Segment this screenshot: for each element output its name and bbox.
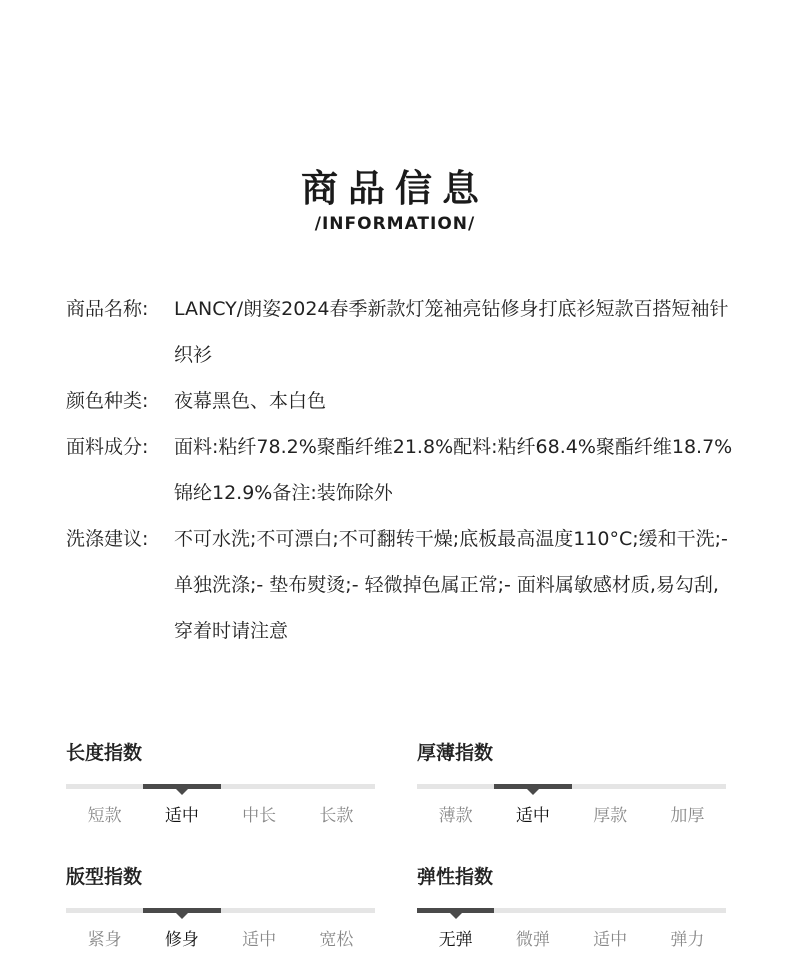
index-options — [417, 804, 726, 828]
index-track — [417, 784, 726, 789]
index-title: 弹性指数 — [417, 866, 494, 888]
index-option: 适中 — [593, 930, 628, 950]
index-options — [417, 928, 726, 952]
info-label: 洗涤建议: — [66, 528, 149, 550]
index-marker-icon — [176, 789, 188, 795]
index-title: 长度指数 — [66, 742, 143, 764]
index-option: 紧身 — [87, 930, 122, 950]
index-option: 适中 — [242, 930, 277, 950]
index-option: 无弹 — [438, 930, 473, 950]
index-option: 中长 — [242, 806, 277, 826]
thickness-index — [417, 738, 726, 828]
info-row-fabric — [66, 424, 736, 516]
page-title: 商品信息 — [301, 167, 489, 210]
info-value: 夜幕黑色、本白色 — [174, 390, 327, 412]
index-track — [66, 908, 375, 913]
info-label: 商品名称: — [66, 298, 149, 320]
index-options — [66, 928, 375, 952]
index-marker-icon — [450, 913, 462, 919]
index-marker-icon — [527, 789, 539, 795]
index-marker-icon — [176, 913, 188, 919]
index-track — [417, 908, 726, 913]
index-options — [66, 804, 375, 828]
index-option: 薄款 — [438, 806, 473, 826]
product-info — [66, 286, 736, 654]
page-subtitle: /INFORMATION/ — [314, 214, 476, 234]
index-option: 修身 — [164, 930, 199, 950]
index-track — [66, 784, 375, 789]
index-option: 厚款 — [593, 806, 628, 826]
info-row-washing — [66, 516, 736, 654]
index-option: 加厚 — [670, 806, 705, 826]
index-title: 版型指数 — [66, 866, 143, 888]
index-option: 适中 — [164, 806, 199, 826]
index-title: 厚薄指数 — [417, 742, 494, 764]
index-option: 微弹 — [515, 930, 550, 950]
info-row-color — [66, 378, 736, 424]
index-option: 适中 — [515, 806, 550, 826]
index-option: 短款 — [87, 806, 122, 826]
length-index — [66, 738, 375, 828]
info-row-name — [66, 286, 736, 378]
info-value: 不可水洗;不可漂白;不可翻转干燥;底板最高温度110°C;缓和干洗;- 单独洗涤;- 垫布熨烫;- 轻微掉色属正常;- 面料属敏感材质,易勾刮,穿着时请注意 — [174, 528, 728, 642]
index-option: 宽松 — [319, 930, 354, 950]
elasticity-index — [417, 862, 726, 952]
info-label: 颜色种类: — [66, 390, 149, 412]
info-value: LANCY/朗姿2024春季新款灯笼袖亮钻修身打底衫短款百搭短袖针织衫 — [174, 298, 729, 366]
info-value: 面料:粘纤78.2%聚酯纤维21.8%配料:粘纤68.4%聚酯纤维18.7%锦纶12.9%备注:装饰除外 — [174, 436, 733, 504]
index-option: 长款 — [319, 806, 354, 826]
index-option: 弹力 — [670, 930, 705, 950]
fit-index — [66, 862, 375, 952]
info-label: 面料成分: — [66, 436, 149, 458]
